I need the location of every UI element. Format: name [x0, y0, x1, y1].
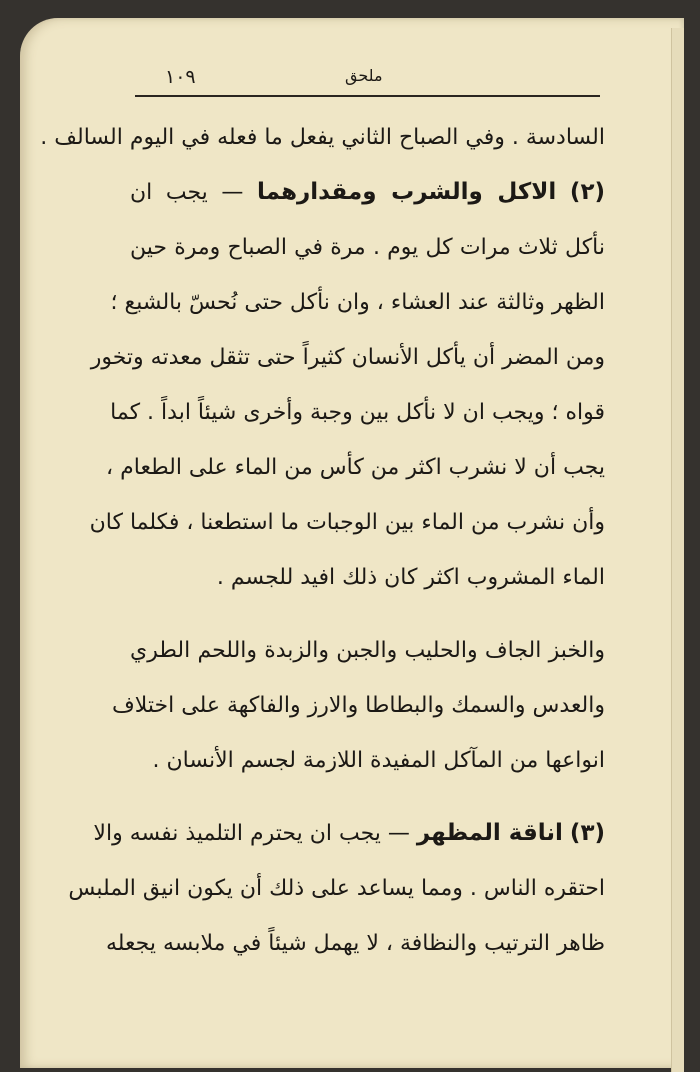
text-line: ومن المضر أن يأكل الأنسان كثيراً حتى تثقل معدته وتخور: [90, 345, 605, 370]
running-head: ملحق: [345, 66, 383, 85]
section-number: (٢): [569, 179, 605, 205]
body-text: [40, 110, 605, 971]
section-heading-line: [93, 806, 605, 861]
page-header: [135, 62, 600, 94]
text-line: السادسة . وفي الصباح الثاني يفعل ما فعله في اليوم السالف .: [40, 125, 605, 150]
text-line: قواه ؛ ويجب ان لا نأكل بين وجبة وأخرى شيئاً ابداً . كما: [110, 400, 605, 425]
text-line: ظاهر الترتيب والنظافة ، لا يهمل شيئاً في ملابسه يجعله: [105, 931, 605, 956]
page-edge: [671, 28, 684, 1072]
section-lead-text: — يجب ان يحترم التلميذ نفسه والا: [93, 821, 410, 846]
text-line: والعدس والسمك والبطاطا والارز والفاكهة على اختلاف: [111, 693, 605, 718]
header-rule: [135, 95, 600, 97]
paragraph-gap: [130, 605, 605, 623]
page-number: ١٠٩: [165, 66, 196, 88]
text-line: يجب أن لا نشرب اكثر من كأس من الماء على الطعام ،: [106, 455, 605, 480]
section-title: الاكل والشرب ومقدارهما: [257, 179, 557, 205]
text-line: انواعها من المآكل المفيدة اللازمة لجسم الأنسان .: [152, 748, 605, 773]
text-line: احتقره الناس . ومما يساعد على ذلك أن يكون انيق الملبس: [68, 876, 605, 901]
text-line: الظهر وثالثة عند العشاء ، وان نأكل حتى نُحسّ بالشبع ؛: [110, 290, 605, 315]
section-number: (٣): [569, 820, 605, 846]
text-line: وأن نشرب من الماء بين الوجبات ما استطعنا ، فكلما كان: [89, 510, 605, 535]
section-heading-line: [130, 165, 605, 220]
paragraph-gap: [130, 788, 605, 806]
text-line: الماء المشروب اكثر كان ذلك افيد للجسم .: [216, 565, 605, 590]
text-line: والخبز الجاف والحليب والجبن والزبدة واللحم الطري: [130, 638, 605, 663]
section-lead-text: — يجب ان: [130, 180, 244, 205]
text-line: نأكل ثلاث مرات كل يوم . مرة في الصباح ومرة حين: [130, 235, 605, 260]
section-title: اناقة المظهر: [416, 820, 563, 846]
